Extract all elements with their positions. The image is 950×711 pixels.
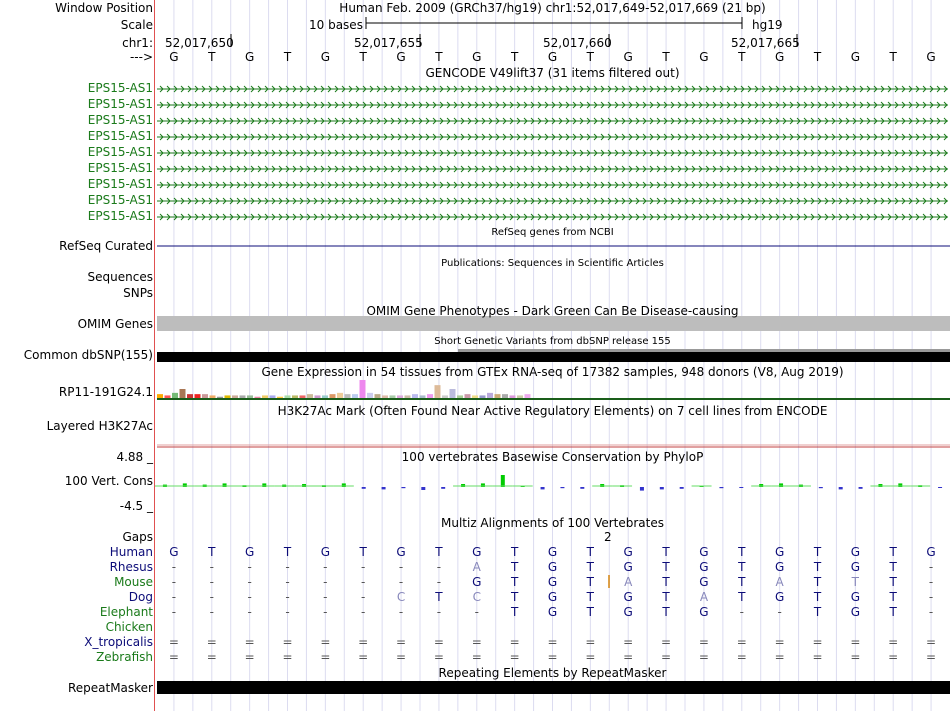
gtex-bar <box>300 395 306 398</box>
alignment-base: = <box>168 635 179 649</box>
alignment-base: G <box>850 605 860 619</box>
alignment-base: = <box>812 650 823 664</box>
alignment-base: - <box>474 605 479 619</box>
repeatmasker-bar <box>157 681 950 694</box>
base-letter: T <box>208 50 216 64</box>
gencode-item-label[interactable]: EPS15-AS1 <box>87 129 153 143</box>
alignment-base: = <box>547 650 558 664</box>
base-letter: G <box>320 50 330 64</box>
base-letter: T <box>889 50 897 64</box>
alignment-base: = <box>282 635 293 649</box>
alignment-base: G <box>169 545 179 559</box>
gtex-bar <box>435 385 441 398</box>
conservation-bar <box>560 487 564 488</box>
alignment-base: = <box>812 635 823 649</box>
alignment-base: A <box>624 575 633 589</box>
gencode-item-label[interactable]: EPS15-AS1 <box>87 145 153 159</box>
conservation-bar <box>441 487 445 489</box>
omim-title[interactable]: OMIM Gene Phenotypes - Dark Green Can Be Disease-causing <box>366 304 739 318</box>
alignment-base: = <box>509 650 520 664</box>
alignment-base: - <box>398 560 404 574</box>
gtex-bar <box>517 395 523 398</box>
gtex-bar <box>457 395 463 398</box>
publications-title[interactable]: Publications: Sequences in Scientific Articles <box>441 258 664 269</box>
alignment-base: G <box>774 560 785 574</box>
alignment-base: G <box>547 545 558 559</box>
multiz-title[interactable]: Multiz Alignments of 100 Vertebrates <box>440 516 665 530</box>
alignment-base: = <box>698 635 709 649</box>
base-letter: G <box>623 50 633 64</box>
scale-label: Scale <box>120 18 153 32</box>
alignment-base: T <box>851 575 860 589</box>
alignment-base: - <box>928 560 934 574</box>
alignment-base: = <box>850 650 861 664</box>
ruler-tick-label: 52,017,655 <box>354 36 423 50</box>
alignment-base: - <box>436 560 442 574</box>
alignment-base: = <box>206 650 217 664</box>
alignment-base: - <box>739 605 744 619</box>
alignment-base: = <box>168 650 179 664</box>
gtex-bar <box>480 395 486 398</box>
alignment-base: = <box>661 635 672 649</box>
gtex-bar <box>180 389 186 398</box>
alignment-base: G <box>623 590 633 604</box>
species-label[interactable]: Elephant <box>99 605 153 619</box>
gtex-bar <box>232 395 238 398</box>
gtex-bar <box>495 394 501 398</box>
ruler-chrom-label: chr1: <box>122 36 153 50</box>
alignment-base: A <box>472 560 481 574</box>
gtex-title[interactable]: Gene Expression in 54 tissues from GTEx RNA-seq of 17382 samples, 948 donors (V8, Aug 2019) <box>261 365 844 379</box>
alignment-base: G <box>699 605 709 619</box>
gtex-bar <box>210 395 216 398</box>
base-letter: G <box>244 50 255 64</box>
alignment-base: - <box>285 560 290 574</box>
window-position-text[interactable]: Human Feb. 2009 (GRCh37/hg19) chr1:52,017,649-52,017,669 (21 bp) <box>339 1 766 15</box>
alignment-base: T <box>813 545 822 559</box>
alignment-base: T <box>435 545 443 559</box>
alignment-base: - <box>323 560 328 574</box>
base-letter: G <box>699 50 709 64</box>
alignment-base: T <box>586 560 595 574</box>
alignment-base: A <box>775 575 784 589</box>
gtex-bar <box>465 394 471 398</box>
dbsnp-bar <box>157 352 950 362</box>
alignment-base: = <box>926 635 937 649</box>
gtex-bar <box>195 394 201 398</box>
window-position-label: Window Position <box>55 1 153 15</box>
alignment-base: T <box>889 590 897 604</box>
alignment-base: - <box>209 560 214 574</box>
gencode-item-label[interactable]: EPS15-AS1 <box>87 193 153 207</box>
alignment-base: G <box>547 560 558 574</box>
refseq-label[interactable]: RefSeq Curated <box>59 239 153 253</box>
alignment-base: = <box>736 650 747 664</box>
alignment-base: G <box>547 590 558 604</box>
alignment-base: = <box>850 635 861 649</box>
alignment-base: G <box>547 605 558 619</box>
alignment-base: = <box>244 650 255 664</box>
species-label[interactable]: Zebrafish <box>96 650 153 664</box>
base-letter: T <box>738 50 746 64</box>
alignment-base: - <box>777 605 782 619</box>
alignment-base: = <box>774 635 785 649</box>
scale-assembly: hg19 <box>752 18 783 32</box>
alignment-base: - <box>323 575 328 589</box>
alignment-base: T <box>510 605 519 619</box>
alignment-base: G <box>623 560 633 574</box>
alignment-base: C <box>472 590 481 604</box>
alignment-base: T <box>889 605 897 619</box>
conservation-bar <box>640 487 644 491</box>
gtex-bar <box>382 395 388 398</box>
alignment-base: A <box>699 590 709 604</box>
gencode-item-label[interactable]: EPS15-AS1 <box>87 161 153 175</box>
base-letter: T <box>359 50 367 64</box>
gtex-bar <box>225 395 231 398</box>
conservation-bar <box>541 487 545 489</box>
alignment-base: = <box>736 635 747 649</box>
alignment-base: - <box>928 590 934 604</box>
alignment-base: - <box>247 575 252 589</box>
alignment-base: - <box>323 605 328 619</box>
gtex-bar <box>510 395 516 398</box>
alignment-base: = <box>244 635 255 649</box>
alignment-base: - <box>209 575 214 589</box>
base-letter: G <box>169 50 179 64</box>
alignment-base: G <box>699 560 709 574</box>
alignment-base: T <box>586 575 595 589</box>
alignment-base: = <box>358 635 369 649</box>
alignment-base: T <box>662 575 670 589</box>
ruler-tick-label: 52,017,665 <box>731 36 800 50</box>
gencode-item-label[interactable]: EPS15-AS1 <box>87 209 153 223</box>
alignment-base: T <box>283 545 292 559</box>
gtex-bar <box>367 393 373 398</box>
gtex-bar <box>157 394 163 398</box>
gtex-bar <box>315 395 321 398</box>
conservation-bar <box>401 487 405 488</box>
gtex-label[interactable]: RP11-191G24.1 <box>58 385 153 399</box>
gtex-bar <box>217 397 223 398</box>
gtex-bar <box>420 395 426 398</box>
gtex-bar <box>405 395 411 398</box>
alignment-base: - <box>361 605 366 619</box>
alignment-base: - <box>171 590 177 604</box>
alignment-base: - <box>361 575 366 589</box>
gtex-bar <box>487 393 493 398</box>
repeatmasker-label[interactable]: RepeatMasker <box>67 681 153 695</box>
species-label[interactable]: Rhesus <box>109 560 153 574</box>
base-letter: T <box>813 50 822 64</box>
alignment-base: - <box>171 605 177 619</box>
species-label[interactable]: Human <box>109 545 153 559</box>
alignment-base: - <box>928 575 934 589</box>
gtex-bar <box>345 394 351 398</box>
base-letter: T <box>435 50 443 64</box>
gtex-bar <box>307 394 313 398</box>
gtex-bar <box>202 394 208 398</box>
gtex-bar <box>352 394 358 398</box>
alignment-base: T <box>510 575 519 589</box>
conservation-bar <box>362 487 366 489</box>
gencode-item-label[interactable]: EPS15-AS1 <box>87 97 153 111</box>
alignment-base: G <box>850 560 860 574</box>
alignment-base: T <box>359 545 367 559</box>
gtex-bar <box>502 394 508 398</box>
alignment-base: = <box>585 650 596 664</box>
gtex-bar <box>427 394 433 398</box>
alignment-base: - <box>436 605 442 619</box>
gtex-bar <box>255 397 261 398</box>
gtex-bar <box>187 394 193 398</box>
alignment-base: G <box>774 545 785 559</box>
conservation-bar <box>421 487 425 490</box>
conservation-label[interactable]: 100 Vert. Cons <box>64 474 153 488</box>
alignment-base: = <box>471 650 482 664</box>
alignment-base: T <box>738 560 746 574</box>
base-letter: G <box>926 50 936 64</box>
base-letter: T <box>283 50 292 64</box>
alignment-base: - <box>171 560 177 574</box>
alignment-base: - <box>171 575 177 589</box>
alignment-base: = <box>471 635 482 649</box>
gtex-bar <box>292 395 298 398</box>
gtex-bar <box>337 393 343 398</box>
base-letter: T <box>662 50 670 64</box>
alignment-base: T <box>889 560 897 574</box>
gtex-bar <box>277 397 283 398</box>
gtex-bar <box>247 395 253 398</box>
alignment-base: G <box>699 575 709 589</box>
alignment-base: T <box>889 575 897 589</box>
alignment-base: = <box>396 635 407 649</box>
refseq-title[interactable]: RefSeq genes from NCBI <box>491 227 614 238</box>
alignment-base: = <box>698 650 709 664</box>
alignment-base: T <box>738 545 746 559</box>
alignment-base: - <box>398 575 404 589</box>
gtex-bar <box>322 395 328 398</box>
conservation-bar <box>839 487 843 489</box>
base-letter: G <box>774 50 785 64</box>
gtex-bar <box>360 380 366 398</box>
alignment-base: - <box>285 605 290 619</box>
gencode-item-label[interactable]: EPS15-AS1 <box>87 113 153 127</box>
alignment-base: G <box>547 575 558 589</box>
species-label[interactable]: Dog <box>128 590 153 604</box>
alignment-base: T <box>662 545 670 559</box>
alignment-base: T <box>510 545 519 559</box>
alignment-base: T <box>662 605 670 619</box>
alignment-base: T <box>813 560 822 574</box>
conservation-bar <box>382 487 386 489</box>
alignment-base: T <box>813 575 822 589</box>
alignment-base: T <box>510 560 519 574</box>
alignment-base: = <box>661 650 672 664</box>
species-label[interactable]: Chicken <box>105 620 153 634</box>
base-letter: G <box>547 50 558 64</box>
gencode-item-label[interactable]: EPS15-AS1 <box>87 177 153 191</box>
alignment-base: - <box>247 590 252 604</box>
conservation-bar <box>938 487 942 488</box>
alignment-base: T <box>586 545 595 559</box>
gencode-title[interactable]: GENCODE V49lift37 (31 items filtered out) <box>425 66 680 80</box>
ruler-tick-label: 52,017,660 <box>543 36 612 50</box>
alignment-base: T <box>738 575 746 589</box>
conservation-bar <box>739 487 743 488</box>
conservation-bar <box>719 487 723 488</box>
alignment-base: T <box>435 590 443 604</box>
conservation-max-label: 4.88 _ <box>116 450 153 464</box>
base-letter: G <box>396 50 406 64</box>
gtex-bar <box>397 395 403 398</box>
omim-label[interactable]: OMIM Genes <box>77 317 153 331</box>
alignment-base: = <box>206 635 217 649</box>
gtex-bar <box>330 394 336 398</box>
alignment-base: = <box>926 650 937 664</box>
sequences-label[interactable]: Sequences <box>87 270 153 284</box>
gtex-bar <box>442 395 448 398</box>
alignment-base: - <box>436 575 442 589</box>
base-letter: G <box>850 50 860 64</box>
gtex-bar <box>375 394 381 398</box>
alignment-base: G <box>623 545 633 559</box>
alignment-base: - <box>361 590 366 604</box>
gtex-bar <box>240 395 246 398</box>
alignment-base: T <box>889 545 897 559</box>
alignment-base: - <box>209 590 214 604</box>
h3k27ac-title[interactable]: H3K27Ac Mark (Often Found Near Active Regulatory Elements) on 7 cell lines from ENCODE <box>277 404 828 418</box>
h3k27ac-label[interactable]: Layered H3K27Ac <box>46 419 153 433</box>
alignment-base: G <box>699 545 709 559</box>
alignment-base: G <box>926 545 936 559</box>
conservation-bar <box>580 487 584 489</box>
alignment-base: = <box>320 650 331 664</box>
alignment-base: = <box>623 650 634 664</box>
species-label[interactable]: Mouse <box>114 575 153 589</box>
conservation-title[interactable]: 100 vertebrates Basewise Conservation by PhyloP <box>401 450 704 464</box>
repeatmasker-title[interactable]: Repeating Elements by RepeatMasker <box>438 666 667 680</box>
alignment-base: G <box>850 545 860 559</box>
alignment-base: T <box>662 590 670 604</box>
conservation-bar <box>660 487 664 489</box>
alignment-base: = <box>433 635 444 649</box>
gtex-bar <box>285 395 291 398</box>
gtex-bar <box>450 389 456 398</box>
alignment-base: - <box>323 590 328 604</box>
alignment-base: = <box>433 650 444 664</box>
alignment-base: - <box>928 605 934 619</box>
gtex-bar <box>412 394 418 398</box>
ruler-tick-label: 52,017,650 <box>165 36 234 50</box>
alignment-base: T <box>738 590 746 604</box>
alignment-base: G <box>472 545 482 559</box>
alignment-base: G <box>320 545 330 559</box>
alignment-base: T <box>208 545 216 559</box>
alignment-base: T <box>586 590 595 604</box>
conservation-bar <box>501 475 505 487</box>
gtex-bar <box>472 395 478 398</box>
alignment-base: = <box>623 635 634 649</box>
alignment-base: T <box>586 605 595 619</box>
alignment-base: T <box>813 605 822 619</box>
alignment-base: T <box>510 590 519 604</box>
gtex-bar <box>525 394 531 398</box>
gaps-marker: 2 <box>604 530 612 544</box>
alignment-base: C <box>396 590 406 604</box>
alignment-base: - <box>209 605 214 619</box>
dbsnp-title[interactable]: Short Genetic Variants from dbSNP release 155 <box>434 336 671 347</box>
gtex-bar <box>262 395 268 398</box>
conservation-bar <box>859 487 863 489</box>
alignment-base: - <box>361 560 366 574</box>
gtex-bar <box>172 393 178 398</box>
alignment-base: - <box>285 575 290 589</box>
alignment-base: = <box>509 635 520 649</box>
conservation-bar <box>680 487 684 489</box>
gencode-item-label[interactable]: EPS15-AS1 <box>87 81 153 95</box>
alignment-base: = <box>547 635 558 649</box>
gtex-bar <box>165 395 171 398</box>
base-letter: T <box>586 50 595 64</box>
alignment-base: = <box>396 650 407 664</box>
alignment-base: = <box>774 650 785 664</box>
alignment-base: T <box>813 590 822 604</box>
alignment-base: = <box>358 650 369 664</box>
alignment-base: = <box>320 635 331 649</box>
gaps-label[interactable]: Gaps <box>122 530 153 544</box>
alignment-base: G <box>623 605 633 619</box>
gtex-bar <box>270 395 276 398</box>
species-label[interactable]: X_tropicalis <box>84 635 153 649</box>
conservation-min-label: -4.5 _ <box>119 499 153 513</box>
alignment-base: = <box>888 635 899 649</box>
alignment-base: = <box>888 650 899 664</box>
scale-bar-label: 10 bases <box>309 18 363 32</box>
alignment-base: = <box>282 650 293 664</box>
snps-label[interactable]: SNPs <box>123 286 153 300</box>
conservation-bar <box>819 487 823 488</box>
alignment-base: - <box>247 560 252 574</box>
alignment-base: G <box>244 545 255 559</box>
alignment-base: - <box>285 590 290 604</box>
alignment-base: G <box>850 590 860 604</box>
alignment-base: G <box>472 575 482 589</box>
alignment-base: G <box>396 545 406 559</box>
dbsnp-label[interactable]: Common dbSNP(155) <box>23 348 153 362</box>
alignment-base: T <box>662 560 670 574</box>
base-letter: T <box>510 50 519 64</box>
alignment-base: G <box>774 590 785 604</box>
omim-bar <box>157 316 950 331</box>
gtex-bar <box>390 395 396 398</box>
alignment-base: - <box>398 605 404 619</box>
alignment-base: = <box>585 635 596 649</box>
strand-arrow: ---> <box>129 50 153 64</box>
base-letter: G <box>472 50 482 64</box>
alignment-base: - <box>247 605 252 619</box>
